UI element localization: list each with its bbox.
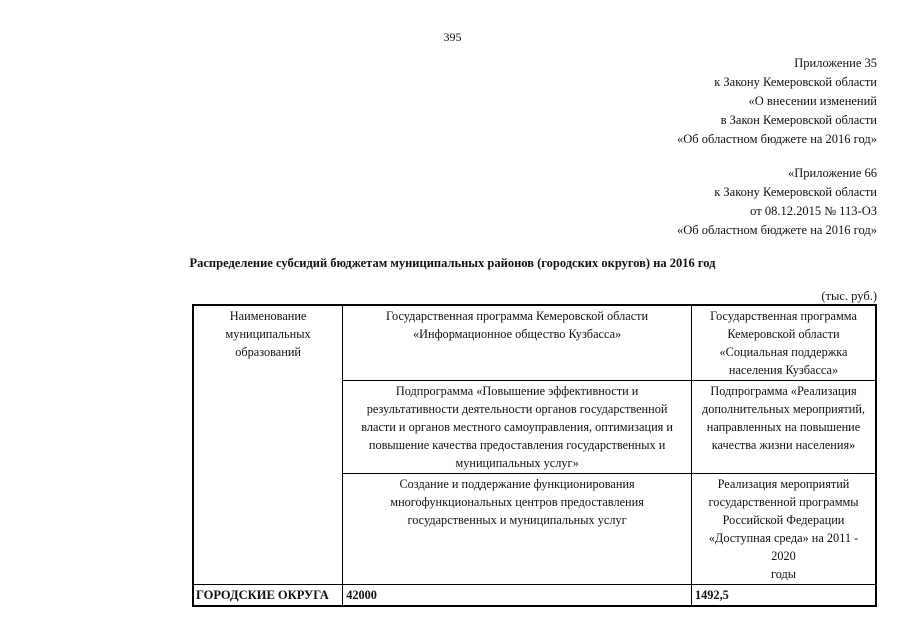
activity-row [193, 474, 876, 585]
appendix-35-header [677, 54, 877, 149]
subprogram-2-header [691, 381, 876, 474]
header-line: муниципальных [225, 327, 311, 341]
appendix-line: Приложение 35 [794, 56, 877, 70]
total-value-program-2: 1492,5 [691, 585, 876, 607]
header-line: годы [770, 567, 797, 581]
header-line: Государственная программа Кемеровской области [386, 309, 649, 323]
table-row [193, 585, 876, 607]
activity-1-header [343, 474, 692, 585]
header-line: Наименование [229, 309, 307, 323]
header-line: Российской Федерации [722, 513, 845, 527]
header-line: Подпрограмма «Реализация [710, 384, 857, 398]
appendix-line: к Закону Кемеровской области [714, 185, 877, 199]
page-number: 395 [443, 30, 462, 44]
appendix-line: «Об областном бюджете на 2016 год» [677, 223, 877, 237]
subprogram-1-header [343, 381, 692, 474]
blank-cell [193, 381, 343, 474]
units-label: (тыс. руб.) [821, 289, 877, 303]
header-line: Реализация мероприятий [717, 477, 850, 491]
header-line: дополнительных мероприятий, [701, 402, 865, 416]
total-value-program-1: 42000 [343, 585, 692, 607]
header-line: «Доступная среда» на 2011 - 2020 [708, 531, 859, 563]
header-line: государственной программы [708, 495, 859, 509]
header-line: государственных и муниципальных услуг [407, 513, 627, 527]
municipality-column-header [193, 305, 343, 381]
header-line: направленных на повышение [706, 420, 861, 434]
appendix-line: «О внесении изменений [748, 94, 877, 108]
appendix-line: от 08.12.2015 № 113-ОЗ [750, 204, 877, 218]
activity-2-header [691, 474, 876, 585]
header-line: образований [235, 345, 301, 359]
blank-cell [193, 474, 343, 585]
appendix-line: «Об областном бюджете на 2016 год» [677, 132, 877, 146]
appendix-66-header [677, 164, 877, 240]
total-row-label: ГОРОДСКИЕ ОКРУГА [193, 585, 343, 607]
document-title: Распределение субсидий бюджетам муниципальных районов (городских округов) на 2016 год [189, 256, 716, 270]
header-line: качества жизни населения» [711, 438, 856, 452]
appendix-line: «Приложение 66 [788, 166, 877, 180]
subsidy-table [192, 304, 877, 607]
appendix-line: к Закону Кемеровской области [714, 75, 877, 89]
program-1-header [343, 305, 692, 381]
header-line: «Информационное общество Кузбасса» [412, 327, 622, 341]
header-line: Подпрограмма «Повышение эффективности и [395, 384, 639, 398]
header-line: Кемеровской области [727, 327, 840, 341]
subprogram-row [193, 381, 876, 474]
table-header-row [193, 305, 876, 381]
header-line: многофункциональных центров предоставления [390, 495, 644, 509]
header-line: власти и органов местного самоуправления, оптимизация и [361, 420, 673, 434]
header-line: результативности деятельности органов государственной [366, 402, 668, 416]
header-line: повышение качества предоставления государственных и [368, 438, 666, 452]
program-2-header [691, 305, 876, 381]
header-line: муниципальных услуг» [455, 456, 579, 470]
header-line: Создание и поддержание функционирования [399, 477, 635, 491]
header-line: Государственная программа [710, 309, 857, 323]
header-line: населения Кузбасса» [728, 363, 839, 377]
header-line: «Социальная поддержка [719, 345, 848, 359]
appendix-line: в Закон Кемеровской области [720, 113, 877, 127]
